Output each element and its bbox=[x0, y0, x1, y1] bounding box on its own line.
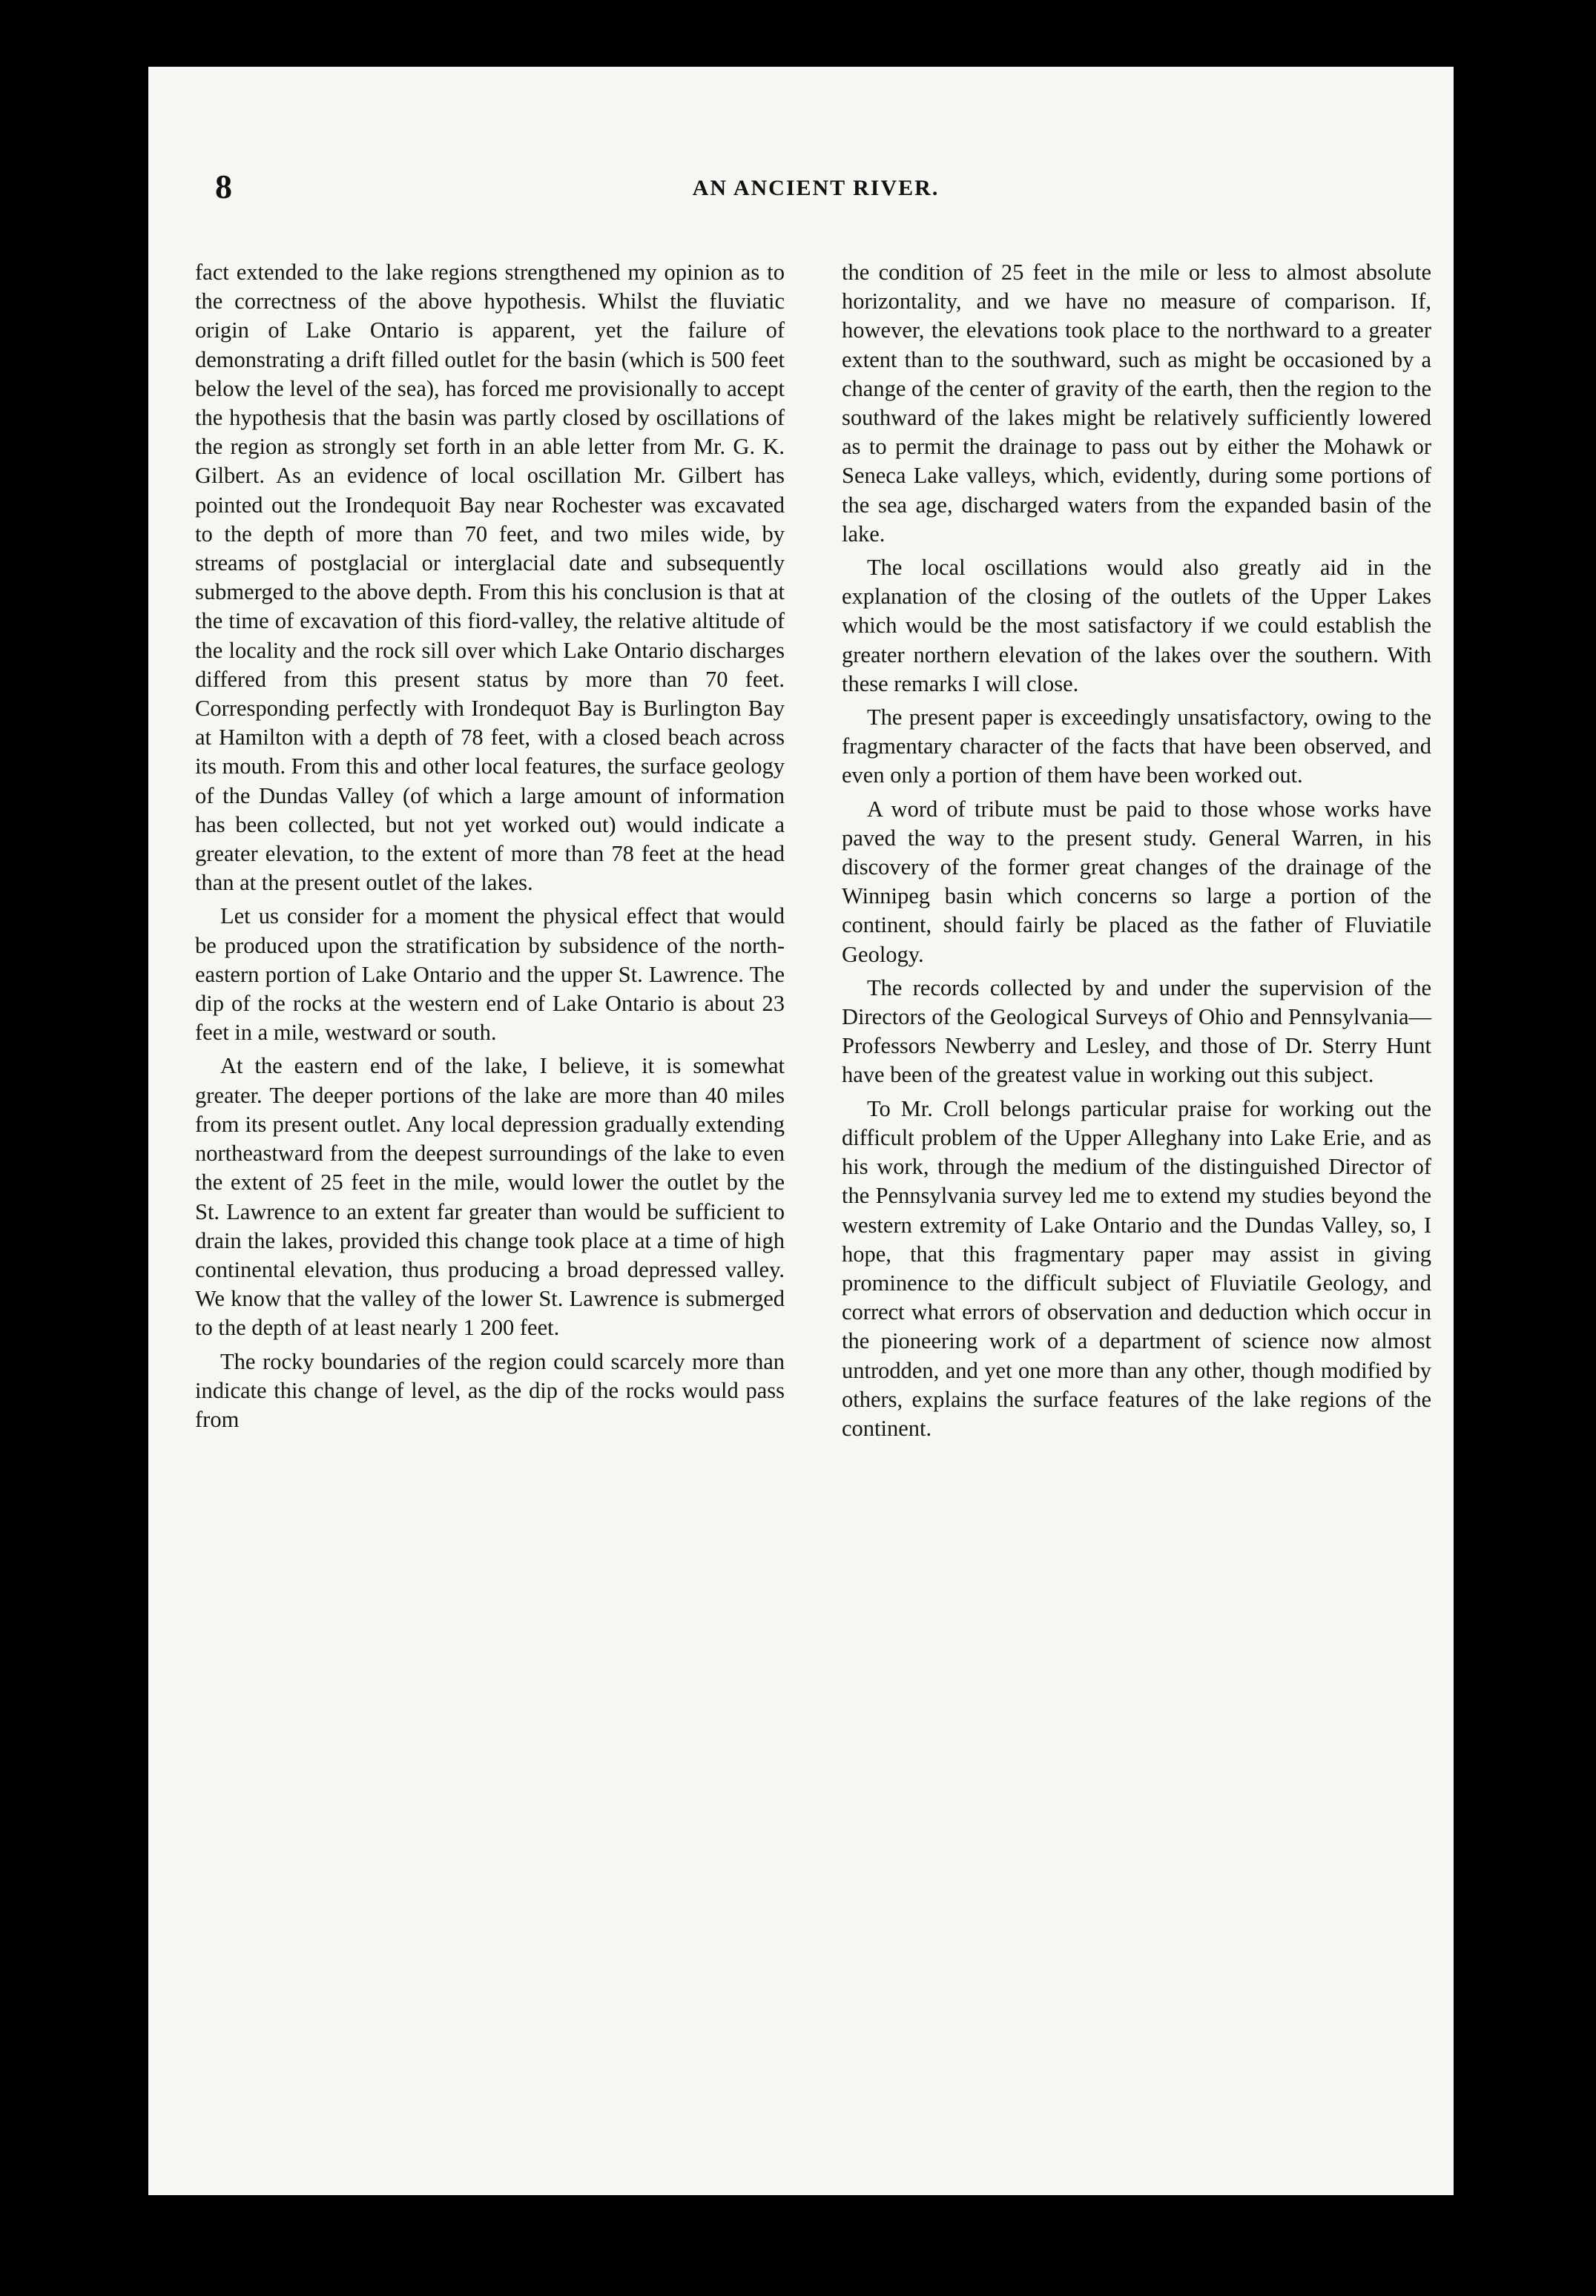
paragraph: The rocky boundaries of the region could scarcely more than indicate this change of level, as the dip of the rocks would pass from bbox=[195, 1348, 785, 1432]
left-column bbox=[195, 258, 785, 1439]
book-page bbox=[148, 67, 1454, 2195]
paragraph: fact extended to the lake regions strengthened my opinion as to the correctness of the above hypothesis. Whilst the fluviatic origin of Lake Ontario is apparent, yet the failure of demonstrating a drift filled outlet for the basin (which is 500 feet below the level of the sea), has forced me provisionally to accept the hypothesis that the basin was partly closed by oscillations of the region as strongly set forth in an able letter from Mr. G. K. Gilbert. As an evidence of local oscillation Mr. Gilbert has pointed out the Irondequoit Bay near Rochester was excavated to the depth of more than 70 feet, and two miles wide, by streams of postglacial or interglacial date and subsequently submerged to the above depth. From this his conclusion is that at the time of excavation of this fiord-valley, the relative altitude of the locality and the rock sill over which Lake Ontario discharges differed from this present status by more than 70 feet. Corresponding perfectly with Irondequot Bay is Burlington Bay at Hamilton with a depth of 78 feet, with a closed beach across its mouth. From this and other local features, the surface geology of the Dundas Valley (of which a large amount of information has been collected, but not yet worked out) would indicate a greater elevation, to the extent of more than 78 feet at the head than at the present outlet of the lakes. bbox=[195, 260, 785, 896]
paragraph: The records collected by and under the supervision of the Directors of the Geological Surveys of Ohio and Pennsylvania—Professors Newberry and Lesley, and those of Dr. Sterry Hunt have been of the greatest value in working out this subject. bbox=[842, 974, 1431, 1088]
paragraph: To Mr. Croll belongs particular praise for working out the difficult problem of the Upper Alleghany into Lake Erie, and as his work, through the medium of the distinguished Director of the Pennsylvania survey led me to extend my studies beyond the western extremity of Lake Ontario and the Dundas Valley, so, I hope, that this fragmentary paper may assist in giving prominence to the difficult subject of Fluviatile Geology, and correct what errors of observation and deduction which occur in the pioneering work of a department of science now almost untrodden, and yet one more than any other, though modified by others, explains the surface features of the lake regions of the continent. bbox=[842, 1095, 1431, 1441]
paragraph: the condition of 25 feet in the mile or less to almost absolute horizontality, and we have no measure of comparison. If, however, the elevations took place to the northward to a greater extent than to the southward, such as might be occasioned by a change of the center of gravity of the earth, then the region to the southward of the lakes might be relatively sufficiently lowered as to permit the drainage to pass out by either the Mohawk or Seneca Lake valleys, which, evidently, during some portions of the sea age, discharged waters from the expanded basin of the lake. bbox=[842, 260, 1431, 547]
paragraph: Let us consider for a moment the physical effect that would be produced upon the stratification by subsidence of the north-eastern portion of Lake Ontario and the upper St. Lawrence. The dip of the rocks at the western end of Lake Ontario is about 23 feet in a mile, westward or south. bbox=[195, 903, 785, 1046]
paragraph: The present paper is exceedingly unsatisfactory, owing to the fragmentary character of the facts that have been observed, and even only a portion of them have been worked out. bbox=[842, 705, 1431, 788]
running-title: AN ANCIENT RIVER. bbox=[692, 176, 940, 200]
right-column bbox=[842, 258, 1431, 1448]
paragraph: At the eastern end of the lake, I believe, it is somewhat greater. The deeper portions of the lake are more than 40 miles from its present outlet. Any local depression gradually extending northeastward from the deepest surroundings of the lake to even the extent of 25 feet in the mile, would lower the outlet by the St. Lawrence to an extent far greater than would be sufficient to drain the lakes, provided this change took place at a time of high continental elevation, thus producing a broad depressed valley. We know that the valley of the lower St. Lawrence is submerged to the depth of at least nearly 1 200 feet. bbox=[195, 1053, 785, 1341]
paragraph: A word of tribute must be paid to those whose works have paved the way to the present study. General Warren, in his discovery of the former great changes of the drainage of the Winnipeg basin which concerns so large a portion of the continent, should fairly be placed as the father of Fluviatile Geology. bbox=[842, 796, 1431, 967]
page-header bbox=[215, 167, 1417, 211]
paragraph: The local oscillations would also greatly aid in the explanation of the closing of the outlets of the Upper Lakes which would be the most satisfactory if we could establish the greater northern elevation of the lakes over the southern. With these remarks I will close. bbox=[842, 555, 1431, 696]
page-number: 8 bbox=[215, 168, 232, 205]
